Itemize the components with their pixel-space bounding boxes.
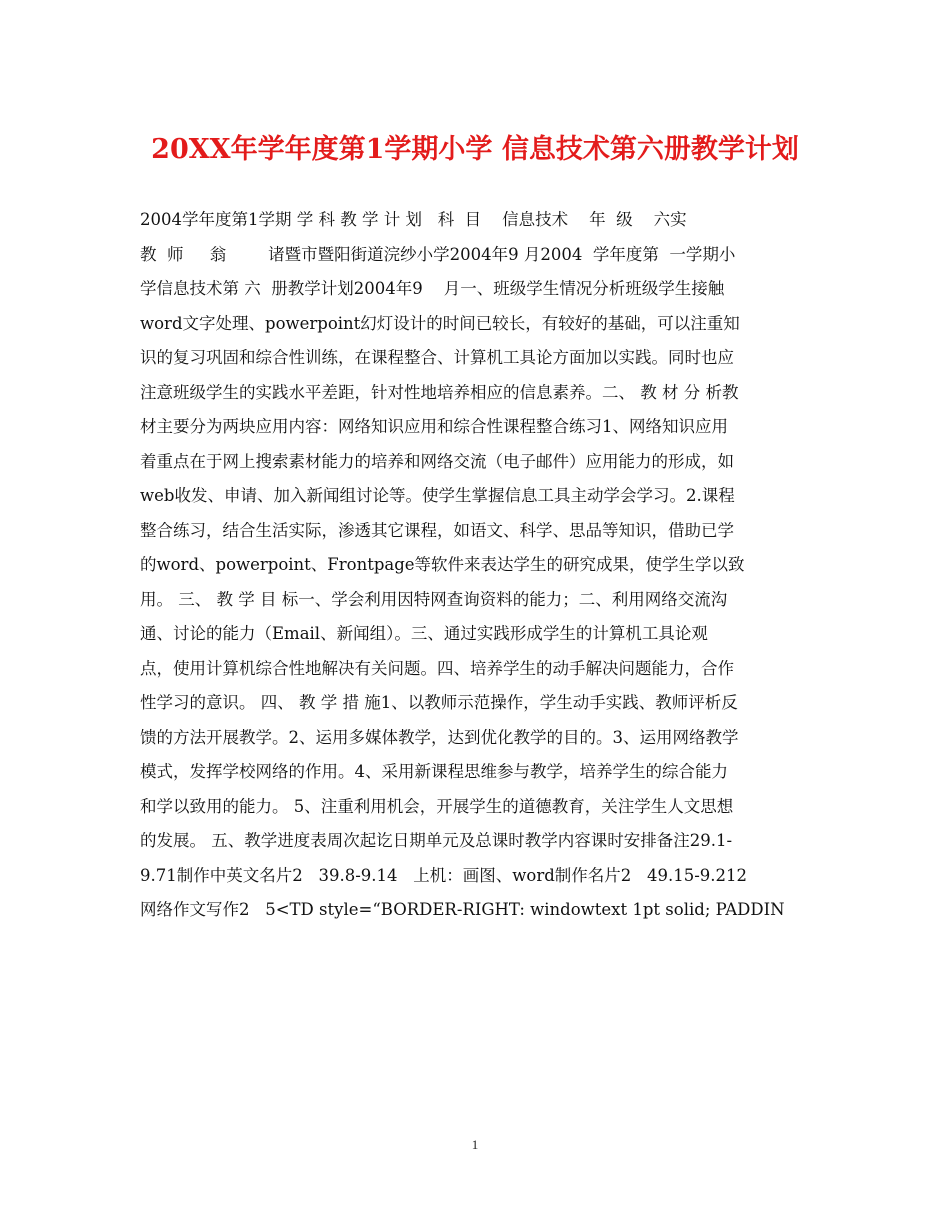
- body-line: 整合练习，结合生活实际，渗透其它课程，如语文、科学、思品等知识，借助已学: [140, 520, 734, 540]
- body-line: 教 师 翁 诸暨市暨阳街道浣纱小学2004年9 月2004 学年度第 一学期小: [140, 244, 736, 264]
- body-line: word文字处理、powerpoint幻灯设计的时间已较长，有较好的基础，可以注重知: [140, 313, 740, 333]
- body-line: 材主要分为两块应用内容：网络知识应用和综合性课程整合练习1、网络知识应用: [140, 417, 728, 436]
- body-line: 点，使用计算机综合性地解决有关问题。四、培养学生的动手解决问题能力，合作: [140, 658, 734, 678]
- body-line: 性学习的意识。 四、 教 学 措 施1、以教师示范操作，学生动手实践、教师评析反: [140, 693, 738, 712]
- body-line: 的word、powerpoint、Frontpage等软件来表达学生的研究成果，使学生学以致: [140, 555, 745, 574]
- body-line: 着重点在于网上搜索素材能力的培养和网络交流（电子邮件）应用能力的形成，如: [140, 451, 734, 471]
- body-line: 的发展。 五、教学进度表周次起讫日期单元及总课时教学内容课时安排备注29.1-: [140, 831, 733, 850]
- body-line: 2004学年度第1学期 学 科 教 学 计 划 科 目 信息技术 年 级 六实: [140, 210, 687, 229]
- document-title: 20XX年学年度第1学期小学 信息技术第六册教学计划: [151, 134, 799, 165]
- body-line: 学信息技术第 六 册教学计划2004年9 月一、班级学生情况分析班级学生接触: [140, 279, 725, 298]
- body-line: 注意班级学生的实践水平差距，针对性地培养相应的信息素养。二、 教 材 分 析教: [140, 382, 739, 402]
- body-line: 网络作文写作2 5<TD style=“BORDER-RIGHT: windowtext 1pt solid; PADDIN: [140, 900, 785, 919]
- body-line: 通、讨论的能力（Email、新闻组）。三、通过实践形成学生的计算机工具论观: [140, 624, 708, 643]
- body-line: 馈的方法开展教学。2、运用多媒体教学，达到优化教学的目的。3、运用网络教学: [140, 727, 739, 747]
- body-line: 识的复习巩固和综合性训练，在课程整合、计算机工具论方面加以实践。同时也应: [140, 348, 734, 367]
- document-body: [140, 203, 812, 928]
- body-line: 用。 三、 教 学 目 标一、学会利用因特网查询资料的能力；二、利用网络交流沟: [140, 589, 728, 609]
- body-line: 9.71制作中英文名片2 39.8-9.14 上机：画图、word制作名片2 49.15-9.212: [140, 865, 748, 885]
- body-line: 和学以致用的能力。 5、注重利用机会，开展学生的道德教育，关注学生人文思想: [140, 796, 734, 816]
- body-line: 模式，发挥学校网络的作用。4、采用新课程思维参与教学，培养学生的综合能力: [140, 762, 728, 781]
- body-line: web收发、申请、加入新闻组讨论等。使学生掌握信息工具主动学会学习。2.课程: [140, 486, 735, 505]
- page-number: 1: [471, 1137, 479, 1152]
